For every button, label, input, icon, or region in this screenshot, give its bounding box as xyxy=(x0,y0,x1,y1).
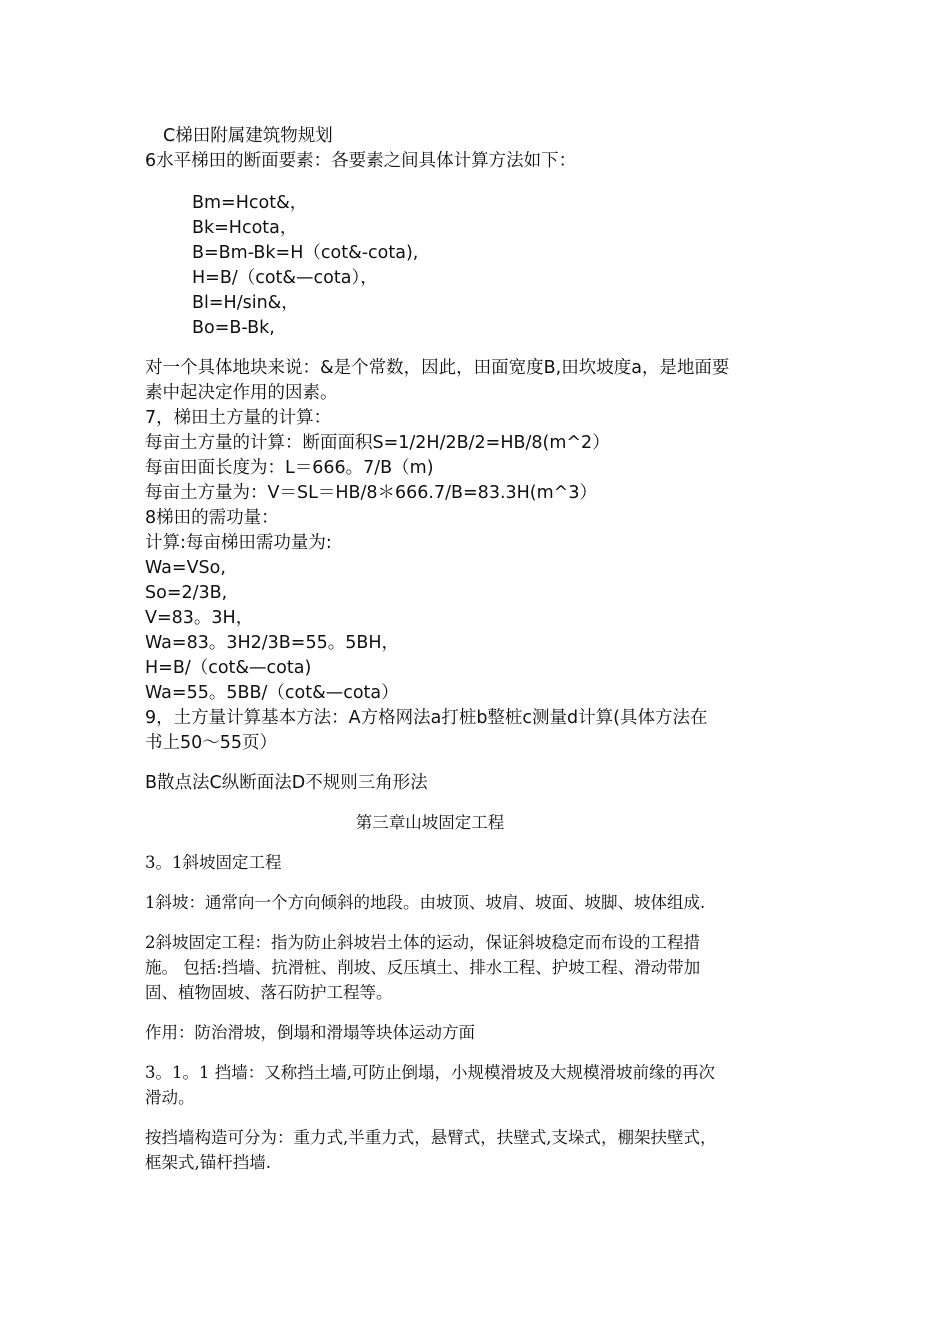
text-line: 3。1。1 挡墙：又称挡土墙,可防止倒塌，小规模滑坡及大规模滑坡前缘的再次 xyxy=(145,1063,715,1082)
text-line: 施。 包括:挡墙、抗滑桩、削坡、反压填土、排水工程、护坡工程、滑动带加 xyxy=(145,958,701,977)
formula-line: Wa=VSo, xyxy=(145,558,226,578)
formula-line: Wa=83。3H2/3B=55。5BH， xyxy=(145,633,400,653)
chapter-title: 第三章山坡固定工程 xyxy=(355,813,505,832)
text-line: 2斜坡固定工程：指为防止斜坡岩土体的运动，保证斜坡稳定而布设的工程措 xyxy=(145,933,700,952)
text-line: 书上50～55页） xyxy=(145,733,278,753)
text-line: 作用：防治滑坡，倒塌和滑塌等块体运动方面 xyxy=(145,1023,475,1042)
formula-line: B=Bm-Bk=H（cot&-cota), xyxy=(192,243,419,263)
formula-line: Bo=B-Bk, xyxy=(192,318,275,338)
text-line: B散点法C纵断面法D不规则三角形法 xyxy=(145,773,428,793)
formula-line: Wa=55。5BB/（cot&—cota） xyxy=(145,683,399,703)
text-line: 素中起决定作用的因素。 xyxy=(145,383,338,403)
formula-line: Bk=Hcota， xyxy=(192,218,298,238)
formula-line: V=83。3H， xyxy=(145,608,254,628)
text-line: 每亩土方量的计算：断面面积S=1/2H/2B/2=HB/8(m^2） xyxy=(145,433,610,453)
text-line: 对一个具体地块来说：&是个常数，因此，田面宽度B,田坎坡度a，是地面要 xyxy=(145,358,730,378)
formula-line: Bm=Hcot&， xyxy=(192,193,308,213)
text-line: 每亩田面长度为：L＝666。7/B（m) xyxy=(145,458,434,478)
text-line: 每亩土方量为：V＝SL＝HB/8＊666.7/B=83.3H(m^3） xyxy=(145,483,597,503)
formula-line: Bl=H/sin&， xyxy=(192,293,299,313)
formula-line: So=2/3B, xyxy=(145,583,228,603)
formula-line: H=B/（cot&—cota) xyxy=(145,658,312,678)
text-line: 7，梯田土方量的计算： xyxy=(145,408,332,428)
text-line: 9，土方量计算基本方法：A方格网法a打桩b整桩c测量d计算(具体方法在 xyxy=(145,708,708,728)
text-line: 按挡墙构造可分为：重力式,半重力式，悬臂式，扶壁式,支垛式，棚架扶壁式， xyxy=(145,1128,717,1147)
text-line: 6水平梯田的断面要素：各要素之间具体计算方法如下： xyxy=(145,151,577,171)
text-line: C梯田附属建筑物规划 xyxy=(163,126,333,146)
section-heading: 3。1斜坡固定工程 xyxy=(145,853,282,872)
text-line: 框架式,锚杆挡墙. xyxy=(145,1153,271,1172)
formula-line: H=B/（cot&—cota）， xyxy=(192,268,378,288)
text-line: 1斜坡：通常向一个方向倾斜的地段。由坡顶、坡肩、坡面、坡脚、坡体组成. xyxy=(145,893,706,912)
text-line: 计算:每亩梯田需功量为: xyxy=(145,533,332,553)
text-line: 滑动。 xyxy=(145,1088,195,1107)
text-line: 8梯田的需功量： xyxy=(145,508,279,528)
text-line: 固、植物固坡、落石防护工程等。 xyxy=(145,983,393,1002)
